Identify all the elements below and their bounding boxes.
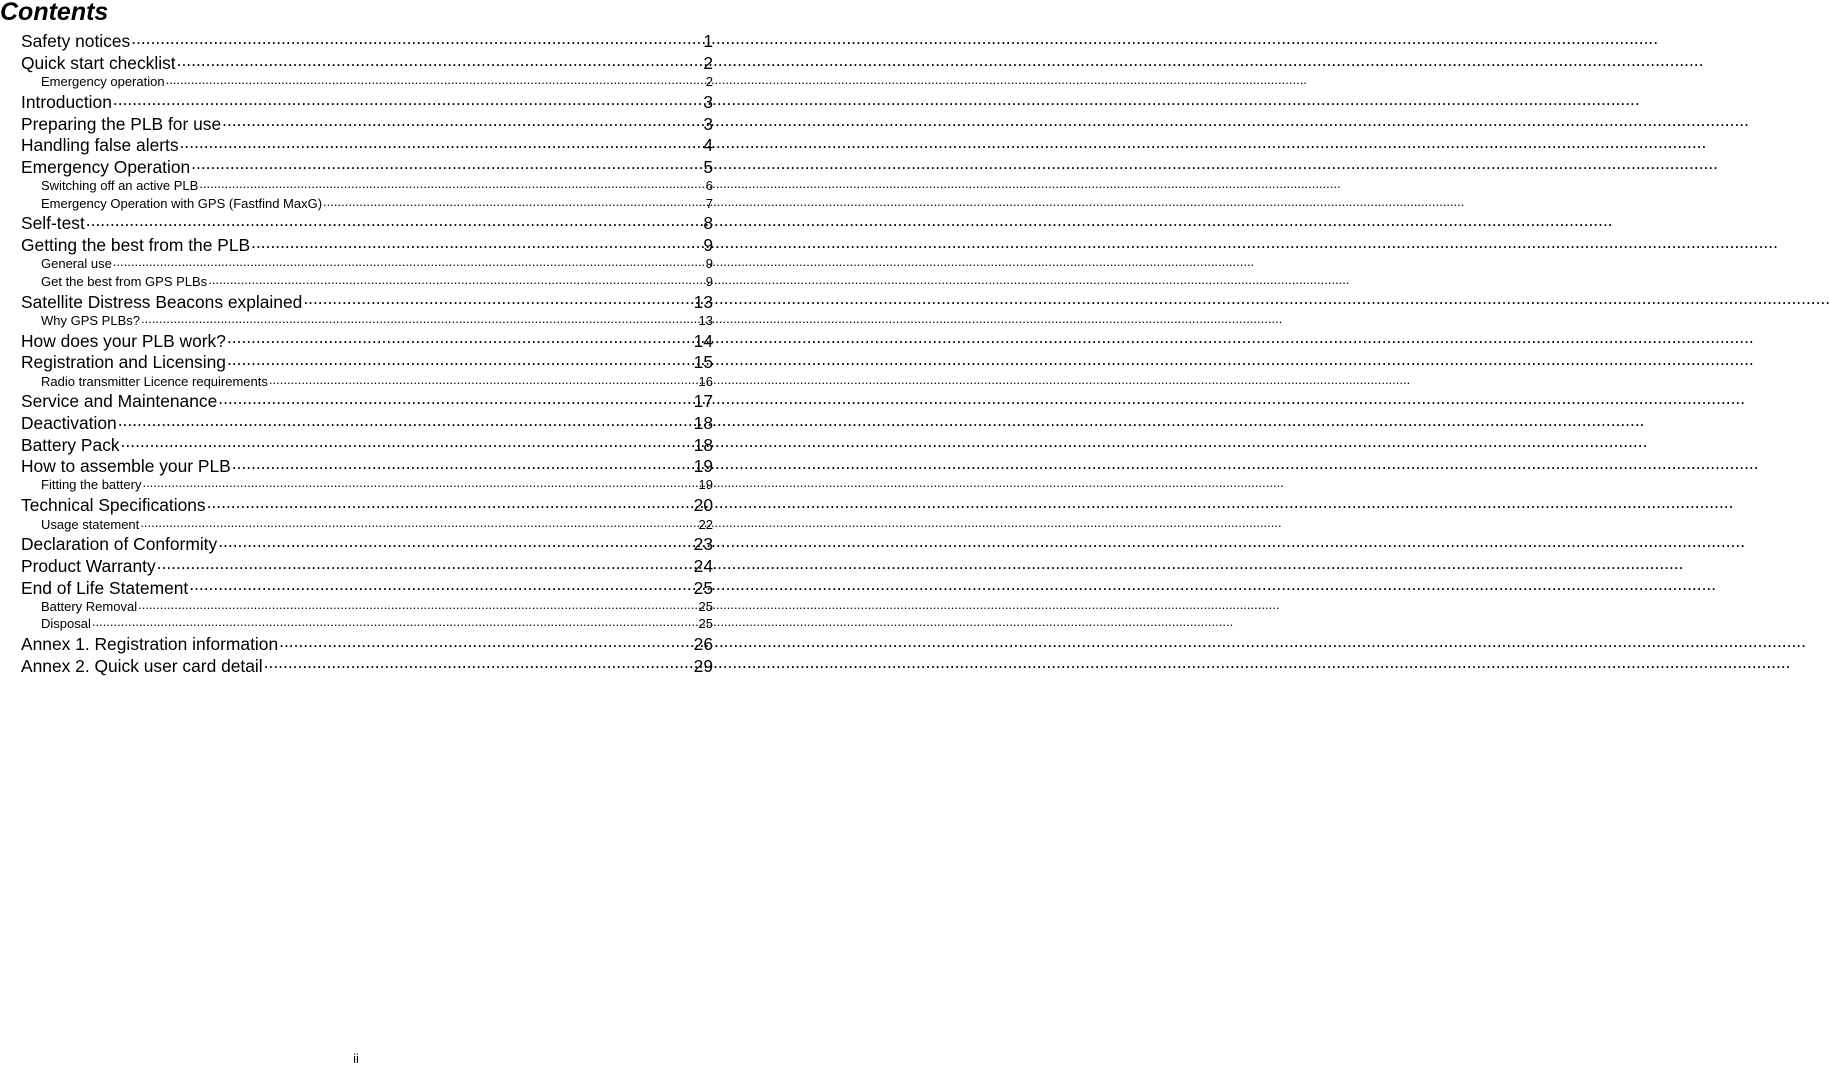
dot-leader (323, 195, 705, 208)
dot-leader (92, 615, 698, 628)
toc-entry-label: Annex 2. Quick user card detail (21, 655, 263, 676)
toc-entry-label: Emergency operation (41, 74, 165, 90)
dot-leader (113, 91, 702, 108)
toc-entry-page-number: 15 (693, 352, 713, 373)
toc-entry[interactable] (21, 155, 713, 177)
toc-entry-page-number: 25 (698, 598, 713, 614)
toc-entry-page-number: 23 (693, 534, 713, 555)
toc-entry-label: Usage statement (41, 516, 140, 532)
toc-entry-label: General use (41, 256, 112, 272)
toc-entry-page-number: 9 (703, 235, 713, 256)
toc-entry-page-number: 2 (705, 74, 713, 90)
toc-entry-label: Quick start checklist (21, 52, 176, 73)
dot-leader (138, 598, 697, 611)
toc-entry[interactable] (21, 212, 713, 234)
toc-entry-label: Satellite Distress Beacons explained (21, 291, 303, 312)
toc-entry[interactable] (21, 576, 713, 598)
dot-leader (222, 112, 702, 129)
dot-leader (86, 212, 703, 229)
toc-entry-page-number: 9 (705, 256, 713, 272)
dot-leader (264, 654, 693, 671)
toc-entry-label: Switching off an active PLB (41, 178, 199, 194)
dot-leader (180, 134, 703, 151)
dot-leader (218, 390, 692, 407)
toc-entry-label: Battery Pack (21, 434, 120, 455)
toc-entry[interactable] (21, 134, 713, 156)
toc-entry-page-number: 7 (705, 195, 713, 211)
toc-entry-page-number: 24 (693, 555, 713, 576)
dot-leader (232, 455, 693, 472)
toc-entry[interactable] (21, 494, 713, 516)
toc-subentry[interactable] (21, 255, 713, 273)
toc-entry-label: Why GPS PLBs? (41, 312, 140, 328)
toc-entry-page-number: 29 (693, 655, 713, 676)
toc-entry[interactable] (21, 290, 713, 312)
dot-leader (177, 52, 703, 69)
page-number: ii (353, 1051, 359, 1066)
toc-entry[interactable] (21, 234, 713, 256)
dot-leader (227, 329, 693, 346)
dot-leader (207, 494, 693, 511)
dot-leader (218, 533, 692, 550)
toc-entry[interactable] (21, 533, 713, 555)
dot-leader (118, 412, 693, 429)
toc-entry-label: Introduction (21, 92, 112, 113)
dot-leader (227, 351, 693, 368)
toc-entry-label: Self-test (21, 213, 85, 234)
toc-entry-page-number: 18 (693, 434, 713, 455)
toc-entry-label: How does your PLB work? (21, 330, 226, 351)
dot-leader (191, 155, 702, 172)
toc-entry-page-number: 2 (703, 52, 713, 73)
toc-entry-page-number: 18 (693, 413, 713, 434)
toc-entry-page-number: 1 (703, 31, 713, 52)
toc-entry-page-number: 20 (693, 495, 713, 516)
dot-leader (157, 555, 693, 572)
dot-leader (189, 576, 692, 593)
dot-leader (199, 177, 704, 190)
dot-leader (113, 255, 705, 268)
toc-entry-label: Get the best from GPS PLBs (41, 273, 208, 289)
toc-entry[interactable] (21, 52, 713, 74)
toc-entry-page-number: 14 (693, 330, 713, 351)
toc-entry-page-number: 19 (693, 456, 713, 477)
dot-leader (166, 73, 705, 86)
toc-entry-page-number: 16 (698, 373, 713, 389)
toc-entry[interactable] (21, 112, 713, 134)
toc-entry[interactable] (21, 654, 713, 676)
toc-entry-label: How to assemble your PLB (21, 456, 231, 477)
toc-entry-label: Declaration of Conformity (21, 534, 218, 555)
toc-entry[interactable] (21, 390, 713, 412)
toc-entry-label: Registration and Licensing (21, 352, 226, 373)
toc-entry-page-number: 3 (703, 113, 713, 134)
toc-entry-label: Radio transmitter Licence requirements (41, 373, 268, 389)
toc-entry-page-number: 8 (703, 213, 713, 234)
toc-entry[interactable] (21, 351, 713, 373)
toc-entry[interactable] (21, 433, 713, 455)
toc-entry-page-number: 19 (698, 477, 713, 493)
toc-entry-page-number: 6 (705, 178, 713, 194)
table-of-contents (21, 30, 713, 676)
toc-entry-label: Technical Specifications (21, 495, 206, 516)
toc-entry[interactable] (21, 555, 713, 577)
dot-leader (131, 30, 702, 47)
toc-entry-label: Emergency Operation (21, 156, 191, 177)
toc-entry-label: Deactivation (21, 413, 117, 434)
toc-entry-page-number: 25 (698, 616, 713, 632)
toc-entry[interactable] (21, 329, 713, 351)
toc-entry-label: Product Warranty (21, 555, 156, 576)
toc-entry-page-number: 26 (693, 634, 713, 655)
toc-entry-page-number: 17 (693, 391, 713, 412)
toc-entry-page-number: 22 (698, 516, 713, 532)
toc-entry-page-number: 13 (698, 312, 713, 328)
toc-entry[interactable] (21, 412, 713, 434)
toc-entry-label: Preparing the PLB for use (21, 113, 222, 134)
page-title: Contents (0, 0, 109, 26)
dot-leader (142, 476, 697, 489)
toc-entry-label: Battery Removal (41, 598, 138, 614)
toc-subentry[interactable] (21, 598, 713, 616)
toc-entry-label: Service and Maintenance (21, 391, 218, 412)
dot-leader (121, 433, 693, 450)
dot-leader (269, 373, 698, 386)
toc-entry[interactable] (21, 30, 713, 52)
dot-leader (251, 234, 702, 251)
toc-entry[interactable] (21, 633, 713, 655)
toc-subentry[interactable] (21, 177, 713, 195)
toc-entry-page-number: 13 (693, 291, 713, 312)
dot-leader (141, 312, 698, 325)
toc-entry[interactable] (21, 455, 713, 477)
toc-entry-page-number: 25 (693, 577, 713, 598)
toc-entry-label: Getting the best from the PLB (21, 235, 251, 256)
toc-entry-page-number: 3 (703, 92, 713, 113)
dot-leader (140, 516, 697, 529)
toc-entry-label: Fitting the battery (41, 477, 142, 493)
toc-entry-label: Disposal (41, 616, 91, 632)
toc-entry-label: Handling false alerts (21, 135, 179, 156)
dot-leader (208, 273, 705, 286)
toc-entry-label: Annex 1. Registration information (21, 634, 279, 655)
toc-entry-page-number: 5 (703, 156, 713, 177)
toc-entry-page-number: 4 (703, 135, 713, 156)
toc-entry[interactable] (21, 91, 713, 113)
dot-leader (303, 290, 692, 307)
toc-entry-label: Safety notices (21, 31, 131, 52)
dot-leader (279, 633, 693, 650)
toc-entry-page-number: 9 (705, 273, 713, 289)
toc-entry-label: Emergency Operation with GPS (Fastfind MaxG) (41, 195, 323, 211)
toc-entry-label: End of Life Statement (21, 577, 189, 598)
